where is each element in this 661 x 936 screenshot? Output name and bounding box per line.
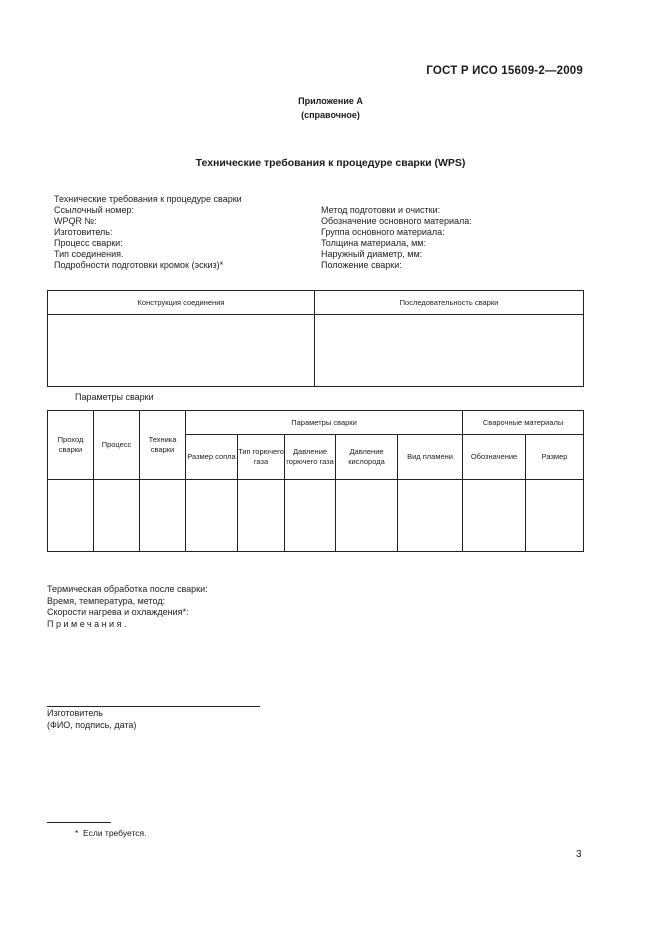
table-cell: [463, 480, 526, 552]
notes-label: Примечания.: [47, 618, 129, 629]
params-label: Параметры сварки: [75, 392, 154, 402]
signature-role: Изготовитель: [47, 708, 103, 718]
welding-sequence-cell: [315, 315, 584, 387]
footnote-rule: [47, 822, 111, 823]
annex-label: Приложение А: [298, 96, 363, 106]
field-welding-position: Положение сварки:: [321, 260, 402, 270]
designation-header: Обозначение: [463, 435, 526, 480]
params-group-header: Параметры сварки: [186, 411, 463, 435]
table-cell: [94, 480, 140, 552]
heat-treatment-line: Термическая обработка после сварки:: [47, 584, 208, 594]
field-material-group: Группа основного материала:: [321, 227, 445, 237]
params-table: [47, 410, 584, 552]
joint-table: [47, 290, 584, 387]
field-base-material: Обозначение основного материала:: [321, 216, 472, 226]
fuel-gas-type-header: Тип горючего газа: [238, 435, 285, 480]
signature-block: [47, 708, 136, 731]
table-cell: [48, 480, 94, 552]
time-temp-method-line: Время, температура, метод:: [47, 595, 166, 606]
oxygen-pressure-header: Давление кислорода: [336, 435, 398, 480]
standard-header: ГОСТ Р ИСО 15609-2—2009: [426, 65, 583, 77]
table-cell: [140, 480, 186, 552]
welding-sequence-header: Последовательность сварки: [315, 291, 584, 315]
footnote: * Если требуется.: [75, 828, 147, 838]
field-prep-method: Метод подготовки и очистки:: [321, 205, 441, 215]
field-edge-prep: Подробности подготовки кромок (эскиз)*: [54, 260, 224, 270]
signature-line: [47, 706, 260, 707]
table-cell: [285, 480, 336, 552]
materials-group-header: Сварочные материалы: [463, 411, 584, 435]
process-header: Процесс: [94, 411, 140, 480]
field-wps: Технические требования к процедуре сварки: [54, 194, 242, 204]
field-welding-process: Процесс сварки:: [54, 238, 123, 248]
pass-header: Проход сварки: [48, 411, 94, 480]
field-manufacturer: Изготовитель:: [54, 227, 113, 237]
field-outer-diameter: Наружный диаметр, мм:: [321, 249, 423, 259]
field-joint-type: Тип соединения.: [54, 249, 124, 259]
table-cell: [186, 480, 238, 552]
page-number: 3: [576, 849, 582, 860]
joint-design-cell: [48, 315, 315, 387]
signature-hint: (ФИО, подпись, дата): [47, 719, 137, 730]
field-thickness: Толщина материала, мм:: [321, 238, 426, 248]
heat-treatment-block: [47, 584, 208, 630]
table-cell: [336, 480, 398, 552]
nozzle-size-header: Размер сопла: [186, 435, 238, 480]
annex-block: [0, 94, 661, 122]
field-wpqr: WPQR №:: [54, 216, 97, 226]
technique-header: Техника сварки: [140, 411, 186, 480]
heating-cooling-line: Скорости нагрева и охлаждения*:: [47, 607, 189, 617]
fuel-gas-pressure-header: Давление горючего газа: [285, 435, 336, 480]
flame-type-header: Вид пламени: [398, 435, 463, 480]
document-title: Технические требования к процедуре сварки (WPS): [195, 157, 466, 169]
table-cell: [526, 480, 584, 552]
annex-type: (справочное): [301, 110, 360, 120]
left-fields: [54, 194, 242, 271]
field-reference-number: Ссылочный номер:: [54, 205, 134, 215]
table-cell: [398, 480, 463, 552]
table-cell: [238, 480, 285, 552]
right-fields: [321, 205, 472, 271]
joint-design-header: Конструкция соединения: [48, 291, 315, 315]
size-header: Размер: [526, 435, 584, 480]
